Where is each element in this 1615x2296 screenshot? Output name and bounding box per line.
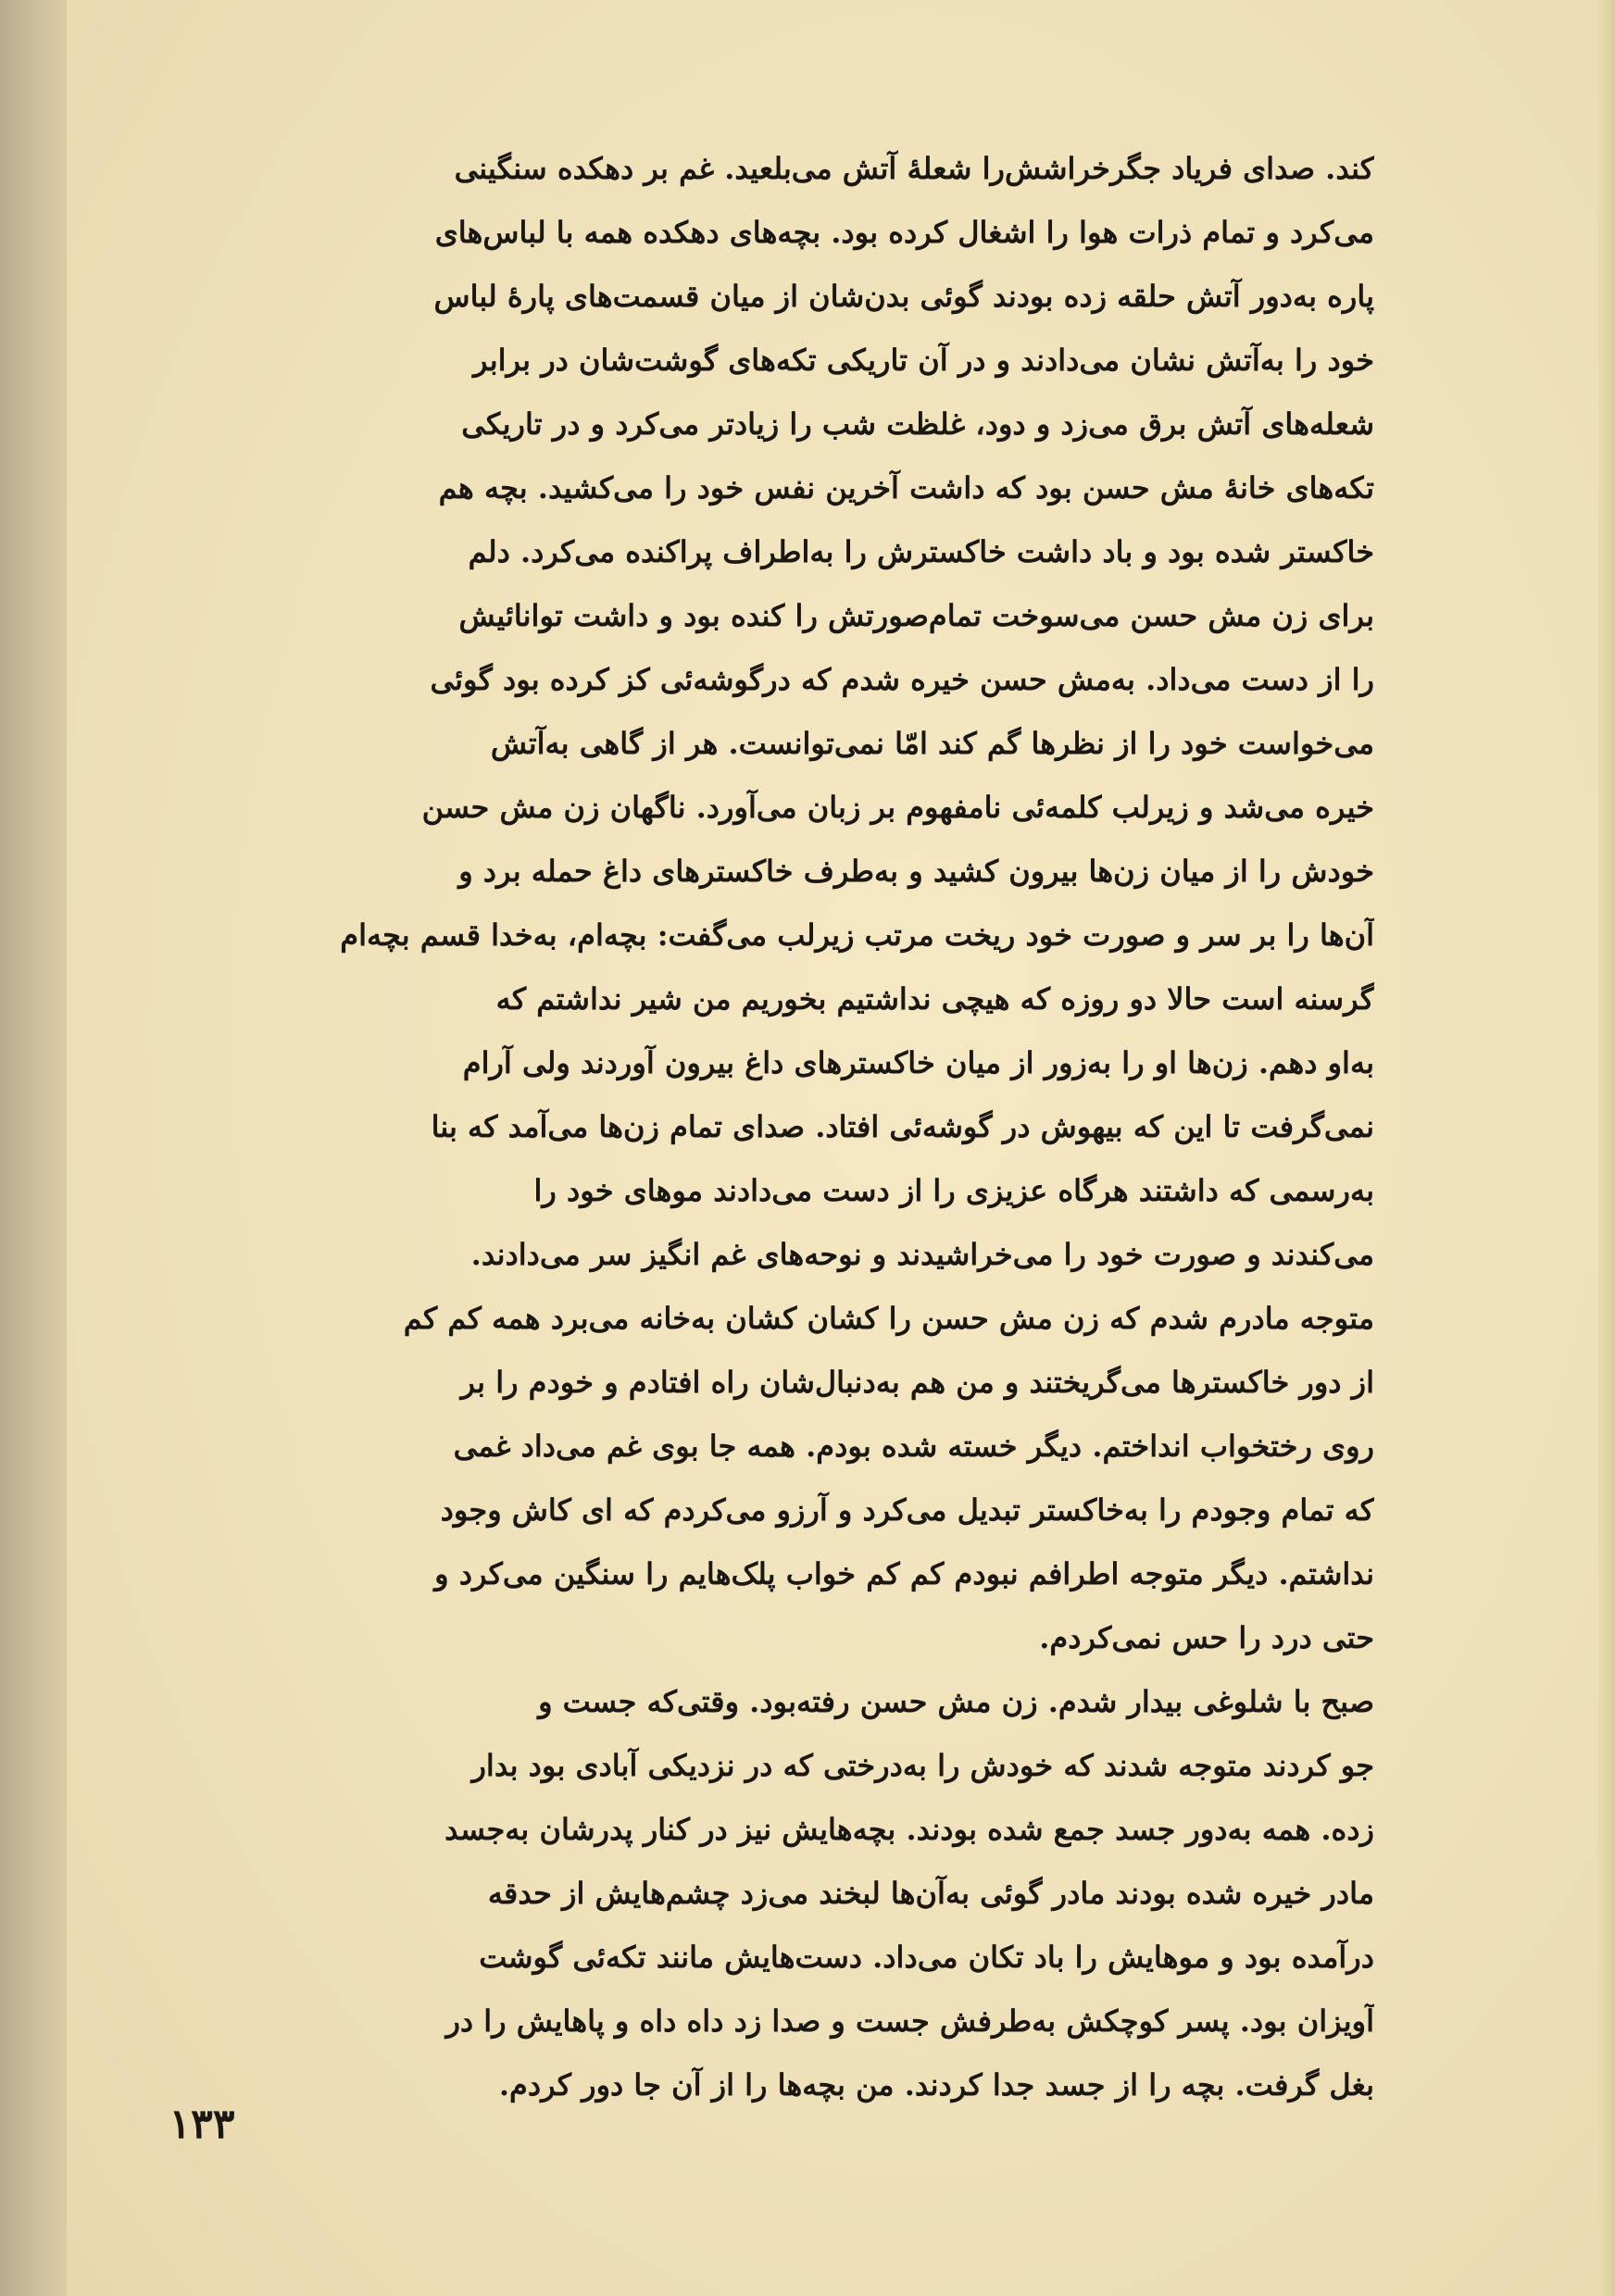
text-line: نمی‌گرفت تا این که بیهوش در گوشه‌ئی افتاد. صدای تمام زن‌ها می‌آمد که بنا [431, 1109, 1374, 1144]
text-line: به‌او دهم. زن‌ها او را به‌زور از میان خاکسترهای داغ بیرون آوردند ولی آرام [462, 1045, 1374, 1080]
scanner-margin [0, 0, 67, 2296]
text-line: صبح با شلوغی بیدار شدم. زن مش حسن رفته‌بود. وقتی‌که جست و [538, 1684, 1374, 1719]
text-line: نداشتم. دیگر متوجه اطرافم نبودم کم کم خواب پلک‌هایم را سنگین می‌کرد و [434, 1556, 1374, 1591]
text-line: آن‌ها را بر سر و صورت خود ریخت مرتب زیرلب می‌گفت: بچه‌ام، به‌خدا قسم بچه‌ام [340, 917, 1374, 953]
text-line: به‌رسمی که داشتند هرگاه عزیزی را از دست می‌دادند موهای خود را [533, 1173, 1374, 1208]
text-line: بغل گرفت. بچه را از جسد جدا کردند. من بچه‌ها را از آن جا دور کردم. [498, 2067, 1374, 2103]
text-line: پاره به‌دور آتش حلقه زده بودند گوئی بدن‌شان از میان قسمت‌های پارهٔ لباس [433, 279, 1374, 314]
text-line: گرسنه است حالا دو روزه که هیچی نداشتیم بخوریم من شیر نداشتم که [495, 981, 1374, 1017]
text-line: خاکستر شده بود و باد داشت خاکسترش را به‌اطراف پراکنده می‌کرد. دلم [468, 534, 1374, 569]
text-line: می‌خواست خود را از نظرها گم کند امّا نمی‌توانست. هر از گاهی به‌آتش [490, 726, 1374, 761]
text-line: برای زن مش حسن می‌سوخت تمام‌صورتش را کنده بود و داشت توانائیش [458, 598, 1374, 633]
text-line: روی رختخواب انداختم. دیگر خسته شده بودم. همه جا بوی غم می‌داد غمی [453, 1429, 1374, 1464]
text-line: شعله‌های آتش برق می‌زد و دود، غلظت شب را زیادتر می‌کرد و در تاریکی [461, 406, 1374, 442]
body-text [252, 137, 1374, 2117]
text-line: زده. همه به‌دور جسد جمع شده بودند. بچه‌هایش نیز در کنار پدرشان به‌جسد [444, 1812, 1374, 1847]
text-line: درآمده بود و موهایش را باد تکان می‌داد. دست‌هایش مانند تکه‌ئی گوشت [479, 1940, 1374, 1975]
text-line: می‌کرد و تمام ذرات هوا را اشغال کرده بود. بچه‌های دهکده همه با لباس‌های [434, 215, 1374, 250]
text-line: متوجه مادرم شدم که زن مش حسن را کشان کشان به‌خانه می‌برد همه کم کم [403, 1301, 1374, 1336]
text-line: خودش را از میان زن‌ها بیرون کشید و به‌طرف خاکسترهای داغ حمله برد و [458, 854, 1374, 889]
text-line: که تمام وجودم را به‌خاکستر تبدیل می‌کرد و آرزو می‌کردم که ای کاش وجود [440, 1492, 1374, 1528]
text-line: خود را به‌آتش نشان می‌دادند و در آن تاریکی تکه‌های گوشت‌شان در برابر [473, 343, 1374, 378]
text-line: می‌کندند و صورت خود را می‌خراشیدند و نوحه‌های غم انگیز سر می‌دادند. [470, 1237, 1374, 1272]
text-line: را از دست می‌داد. به‌مش حسن خیره شدم که درگوشه‌ئی کز کرده بود گوئی [430, 662, 1374, 697]
text-line: کند. صدای فریاد جگرخراشش‌را شعلهٔ آتش می‌بلعید. غم بر دهکده سنگینی [454, 151, 1374, 186]
page-number: ۱۳۳ [169, 2101, 235, 2148]
text-line: آویزان بود. پسر کوچکش به‌طرفش جست و صدا زد داه داه و پاهایش را در [445, 2003, 1374, 2039]
text-line: مادر خیره شده بودند مادر گوئی به‌آن‌ها لبخند می‌زد چشم‌هایش از حدقه [487, 1876, 1374, 1911]
text-line: خیره می‌شد و زیرلب کلمه‌ئی نامفهوم بر زبان می‌آورد. ناگهان زن مش حسن [421, 790, 1374, 825]
text-line: حتی درد را حس نمی‌کردم. [1039, 1620, 1374, 1655]
text-line: جو کردند متوجه شدند که خودش را به‌درختی که در نزدیکی آبادی بود بدار [471, 1748, 1374, 1783]
text-line: تکه‌های خانهٔ مش حسن بود که داشت آخرین نفس خود را می‌کشید. بچه هم [438, 470, 1374, 505]
text-line: از دور خاکسترها می‌گریختند و من هم به‌دنبال‌شان راه افتادم و خودم را بر [460, 1365, 1374, 1400]
page-edge [1598, 0, 1615, 2296]
